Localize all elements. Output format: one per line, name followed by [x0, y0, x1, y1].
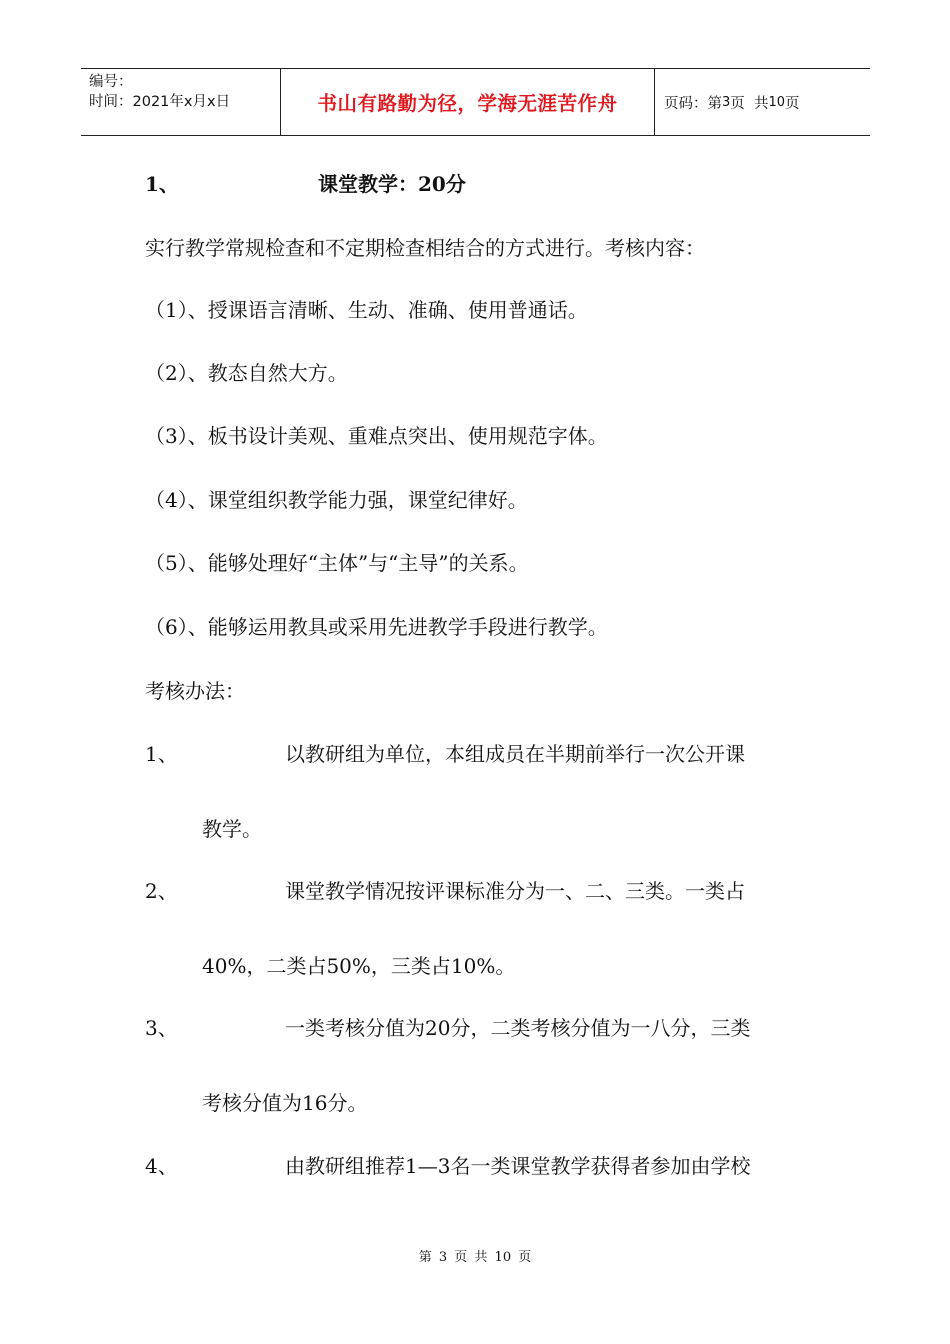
page-header — [81, 68, 870, 136]
content-item-3: （3）、板书设计美观、重难点突出、使用规范字体。 — [145, 424, 608, 448]
section-heading — [145, 170, 466, 198]
method-1 — [145, 740, 745, 768]
method-text: 由教研组推荐1—3名一类课堂教学获得者参加由学校 — [285, 1154, 751, 1178]
header-page-total: 10 — [768, 94, 786, 110]
method-index: 2、 — [145, 879, 178, 903]
content-item-2: （2）、教态自然大方。 — [145, 361, 348, 385]
method-1-continuation: 教学。 — [202, 817, 262, 841]
section-title: 课堂教学：20分 — [318, 172, 466, 196]
method-index: 3、 — [145, 1016, 178, 1040]
method-text: 以教研组为单位，本组成员在半期前举行一次公开课 — [285, 742, 745, 766]
method-text: 一类考核分值为20分，二类考核分值为一八分，三类 — [285, 1016, 751, 1040]
section-index: 1、 — [145, 172, 179, 196]
method-2 — [145, 877, 745, 905]
method-3-continuation: 考核分值为16分。 — [202, 1091, 368, 1115]
method-3 — [145, 1014, 750, 1042]
method-text: 课堂教学情况按评课标准分为一、二、三类。一类占 — [285, 879, 745, 903]
method-index: 1、 — [145, 742, 178, 766]
header-page-info — [655, 69, 870, 135]
content-item-5: （5）、能够处理好“主体”与“主导”的关系。 — [145, 551, 529, 575]
header-number-label: 编号： — [89, 74, 133, 90]
intro-paragraph: 实行教学常规检查和不定期检查相结合的方式进行。考核内容： — [145, 236, 705, 260]
method-2-continuation: 40%，二类占50%，三类占10%。 — [202, 954, 516, 978]
header-page-suffix: 页 — [785, 95, 800, 112]
content-item-1: （1）、授课语言清晰、生动、准确、使用普通话。 — [145, 298, 588, 322]
content-item-4: （4）、课堂组织教学能力强，课堂纪律好。 — [145, 488, 528, 512]
header-time-label: 时间：2021年x月x日 — [89, 94, 231, 110]
header-page-prefix: 页码：第 — [664, 95, 722, 112]
method-index: 4、 — [145, 1154, 178, 1178]
methods-label: 考核办法： — [145, 679, 245, 703]
header-motto: 书山有路勤为径，学海无涯苦作舟 — [281, 69, 655, 135]
page-footer: 第 3 页 共 10 页 — [418, 1250, 532, 1265]
method-4 — [145, 1152, 750, 1180]
header-page-mid: 页 共 — [730, 95, 769, 112]
content-item-6: （6）、能够运用教具或采用先进教学手段进行教学。 — [145, 615, 608, 639]
header-meta-cell — [81, 69, 281, 135]
header-page-current: 3 — [722, 94, 731, 110]
